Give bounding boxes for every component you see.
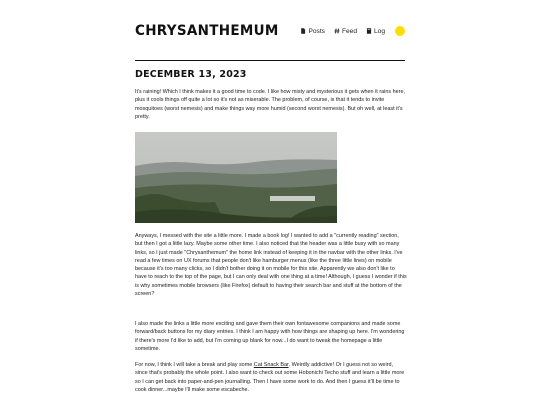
sun-icon[interactable] — [395, 26, 405, 36]
nav-posts-link[interactable] — [300, 28, 325, 35]
site-title-home-link[interactable]: CHRYSANTHEMUM — [135, 22, 279, 40]
post-paragraph-1: It's raining! Which I think makes it a good time to code. I like how misty and mysterious it gets when it rains here, plus it cools things off quite a lot so it's not as miserable. The problem, of course, is that it tends to invite mosquitoes (worst nemesis) and make things way more humid (second worst nemesis). But oh well, at least it's pretty. — [135, 89, 406, 120]
post-paragraph-4 — [135, 361, 407, 394]
site-header — [135, 18, 405, 44]
book-icon — [366, 28, 372, 34]
paragraph-4-text-after: . Weirdly addictive! Or I guess not so weird, since that's probably the whole point. I also want to check out some Hobonichi Techo stuff and learn a little more so I can get back into paper-and-pen journalling. Then I have some work to do. And then I guess it'll be time to cook dinner...maybe I'll make some escabeche. — [135, 362, 405, 393]
nav-log-link[interactable] — [366, 28, 385, 35]
nav-feed-label: Feed — [341, 27, 357, 35]
document-icon — [300, 28, 306, 34]
nav-feed-link[interactable] — [334, 28, 357, 35]
post-paragraph-3: I also made the links a little more exciting and gave them their own fontawesome companions and made some forward/back buttons for my diary entries. I think I am happy with how things are shaping up here. I'm wondering if there's more I'd like to add, but I'm coming up blank for now...I do want to tweak the homepage a little sometime. — [135, 321, 405, 352]
hashtag-icon — [334, 28, 340, 34]
paragraph-4-text-before: For now, I think I will take a break and play some — [135, 362, 254, 368]
post-photo-rainy-landscape — [135, 132, 337, 223]
nav-log-label: Log — [373, 27, 385, 35]
post-date-heading: DECEMBER 13, 2023 — [135, 69, 247, 80]
main-nav — [300, 26, 405, 36]
header-divider — [135, 60, 405, 61]
nav-posts-label: Posts — [308, 27, 325, 35]
post-paragraph-2: Anyways, I messed with the site a little more. I made a book log! I wanted to add a "currently reading" section, but then I got a little lazy. Maybe some other time. I also noticed that the header was a little busy with so many links, so I just made "Chrysanthemum" the home link instead of keeping it in the navbar with the other links. I've read a few times on UX forums that people don't like hamburger menus (like the three little lines) on mobile because it's too many clicks, so I didn't bother doing it on mobile for this site. Apparently we also don't like to have to reach to the top of the page, but I can only deal with one thing at a time! Although, I guess I wonder if this is why sometimes mobile browsers (like Firefox) default to having their search bar and stuff at the bottom of the screen? — [135, 233, 407, 298]
cat-snack-bar-link[interactable]: Cat Snack Bar — [253, 362, 289, 368]
